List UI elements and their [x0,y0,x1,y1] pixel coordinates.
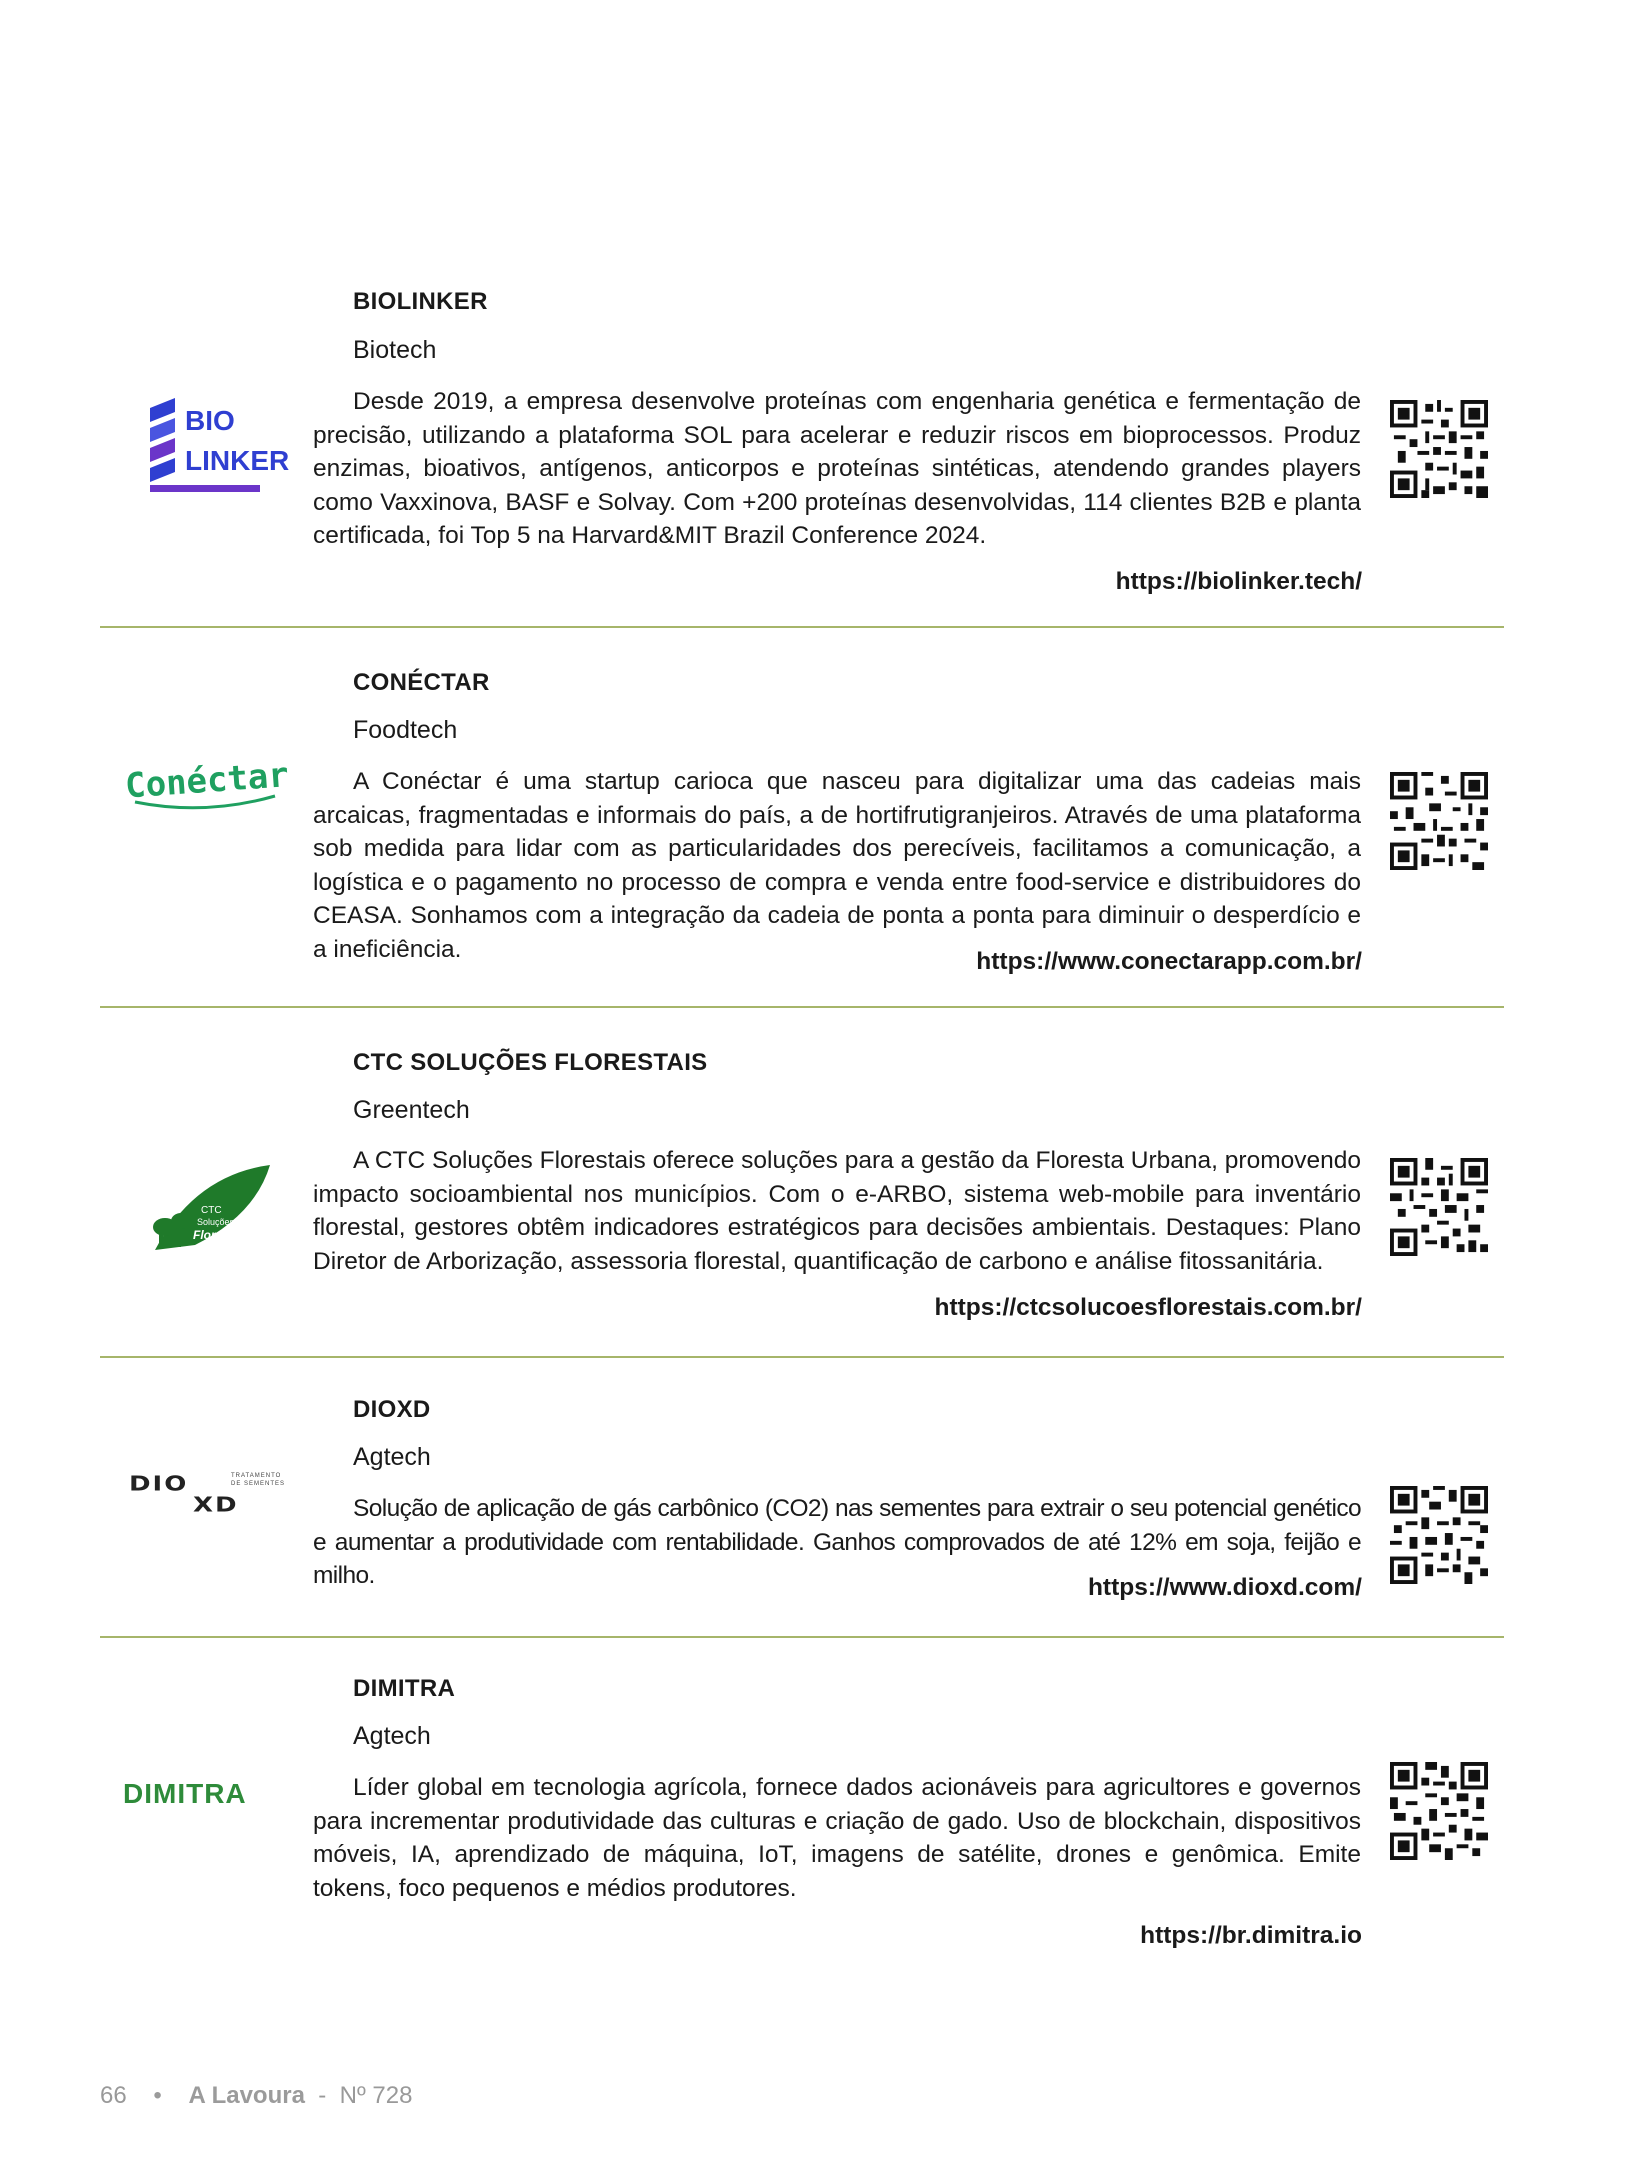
conectar-logo-text: Conéctar [123,755,291,807]
company-url-link[interactable]: https://www.dioxd.com/ [1087,1574,1362,1601]
separator [100,626,1504,628]
company-name: CTC SOLUÇÕES FLORESTAIS [353,1049,708,1076]
issue-number: Nº 728 [339,2082,413,2109]
company-description: A Conéctar é uma startup carioca que nasceu para digitalizar uma das cadeias mais arcaicas, fragmentadas e informais do país, a de hortifrutigranjeiros. Através de uma plataforma sob medida para lidar com as particularidades dos perecíveis, facilitamos a comunicação, a logística e o pagamento no processo de compra e venda entre food-service e distribuidores do CEASA. Sonhamos com a integração da cadeia de ponta a ponta para diminuir o desperdício e a ineficiência. [313,768,1361,963]
company-category: Foodtech [353,716,458,744]
company-category: Agtech [353,1722,431,1750]
company-url-link[interactable]: https://biolinker.tech/ [1115,568,1362,595]
dioxd-logo-text-3: TRATAMENTO [231,1473,282,1479]
dioxd-logo-text-2: XD [193,1491,239,1517]
footer-bullet: • [153,2082,162,2109]
ctc-logo [100,1150,310,1270]
page-number: 66 [100,2082,127,2109]
biolinker-logo-text-2: LINKER [185,445,290,476]
company-url-link[interactable]: https://ctcsolucoesflorestais.com.br/ [934,1294,1362,1321]
qr-code-icon[interactable] [1390,1762,1488,1860]
company-description: Líder global em tecnologia agrícola, fornece dados acionáveis para agricultores e governos para incrementar produtividade das culturas e criação de gado. Uso de blockchain, dispositivos móveis, IA, aprendizado de máquina, IoT, imagens de satélite, drones e genômica. Emite tokens, foco pequenos e médios produtores. [313,1774,1361,1902]
company-name: DIMITRA [353,1675,456,1702]
conectar-logo [100,725,310,835]
biolinker-logo [100,385,310,505]
dioxd-logo-text-1: DIO [129,1471,189,1496]
company-description: Desde 2019, a empresa desenvolve proteínas com engenharia genética e fermentação de precisão, utilizando a plataforma SOL para acelerar e reduzir riscos em bioprocessos. Produz enzimas, bioativos, antígenos, anticorpos e proteínas sintéticas, atendendo grandes players como Vaxxinova, BASF e Solvay. Com +200 proteínas desenvolvidas, 114 clientes B2B e planta certificada, foi Top 5 na Harvard&MIT Brazil Conference 2024. [313,388,1361,549]
qr-code-icon[interactable] [1390,1486,1488,1584]
qr-code-icon[interactable] [1390,1158,1488,1256]
separator [100,1356,1504,1358]
company-name: BIOLINKER [353,288,488,315]
biolinker-logo-text-1: BIO [185,405,235,436]
company-description: A CTC Soluções Florestais oferece soluções para a gestão da Floresta Urbana, promovendo impacto socioambiental nos municípios. Com o e-ARBO, sistema web-mobile para inventário florestal, gestores obtêm indicadores estratégicos para decisões ambientais. Destaques: Plano Diretor de Arborização, assessoria florestal, quantificação de carbono e análise fitossanitária. [313,1147,1361,1275]
magazine-title: A Lavoura [188,2082,305,2109]
ctc-logo-text-2: Soluções [197,1217,235,1227]
company-category: Agtech [353,1443,431,1471]
separator [100,1636,1504,1638]
qr-code-icon[interactable] [1390,400,1488,498]
page-footer [100,2082,412,2110]
dioxd-logo-text-4: DE SEMENTES [231,1481,286,1487]
dimitra-logo-text: DIMITRA [123,1778,247,1809]
qr-code-icon[interactable] [1390,772,1488,870]
dimitra-logo [100,1743,310,1843]
ctc-logo-text-1: CTC [201,1205,222,1216]
company-name: CONÉCTAR [353,669,490,696]
company-category: Biotech [353,336,437,364]
company-name: DIOXD [353,1396,431,1423]
company-description: Solução de aplicação de gás carbônico (CO2) nas sementes para extrair o seu potencial genético e aumentar a produtividade com rentabilidade. Ganhos comprovados de até 12% em soja, feijão e milho. [313,1495,1361,1589]
company-url-link[interactable]: https://www.conectarapp.com.br/ [976,948,1362,975]
ctc-logo-text-3: Florestais [193,1228,250,1242]
company-url-link[interactable]: https://br.dimitra.io [1140,1922,1362,1949]
footer-dash: - [318,2082,327,2109]
dioxd-logo [100,1440,310,1550]
company-category: Greentech [353,1096,470,1124]
separator [100,1006,1504,1008]
